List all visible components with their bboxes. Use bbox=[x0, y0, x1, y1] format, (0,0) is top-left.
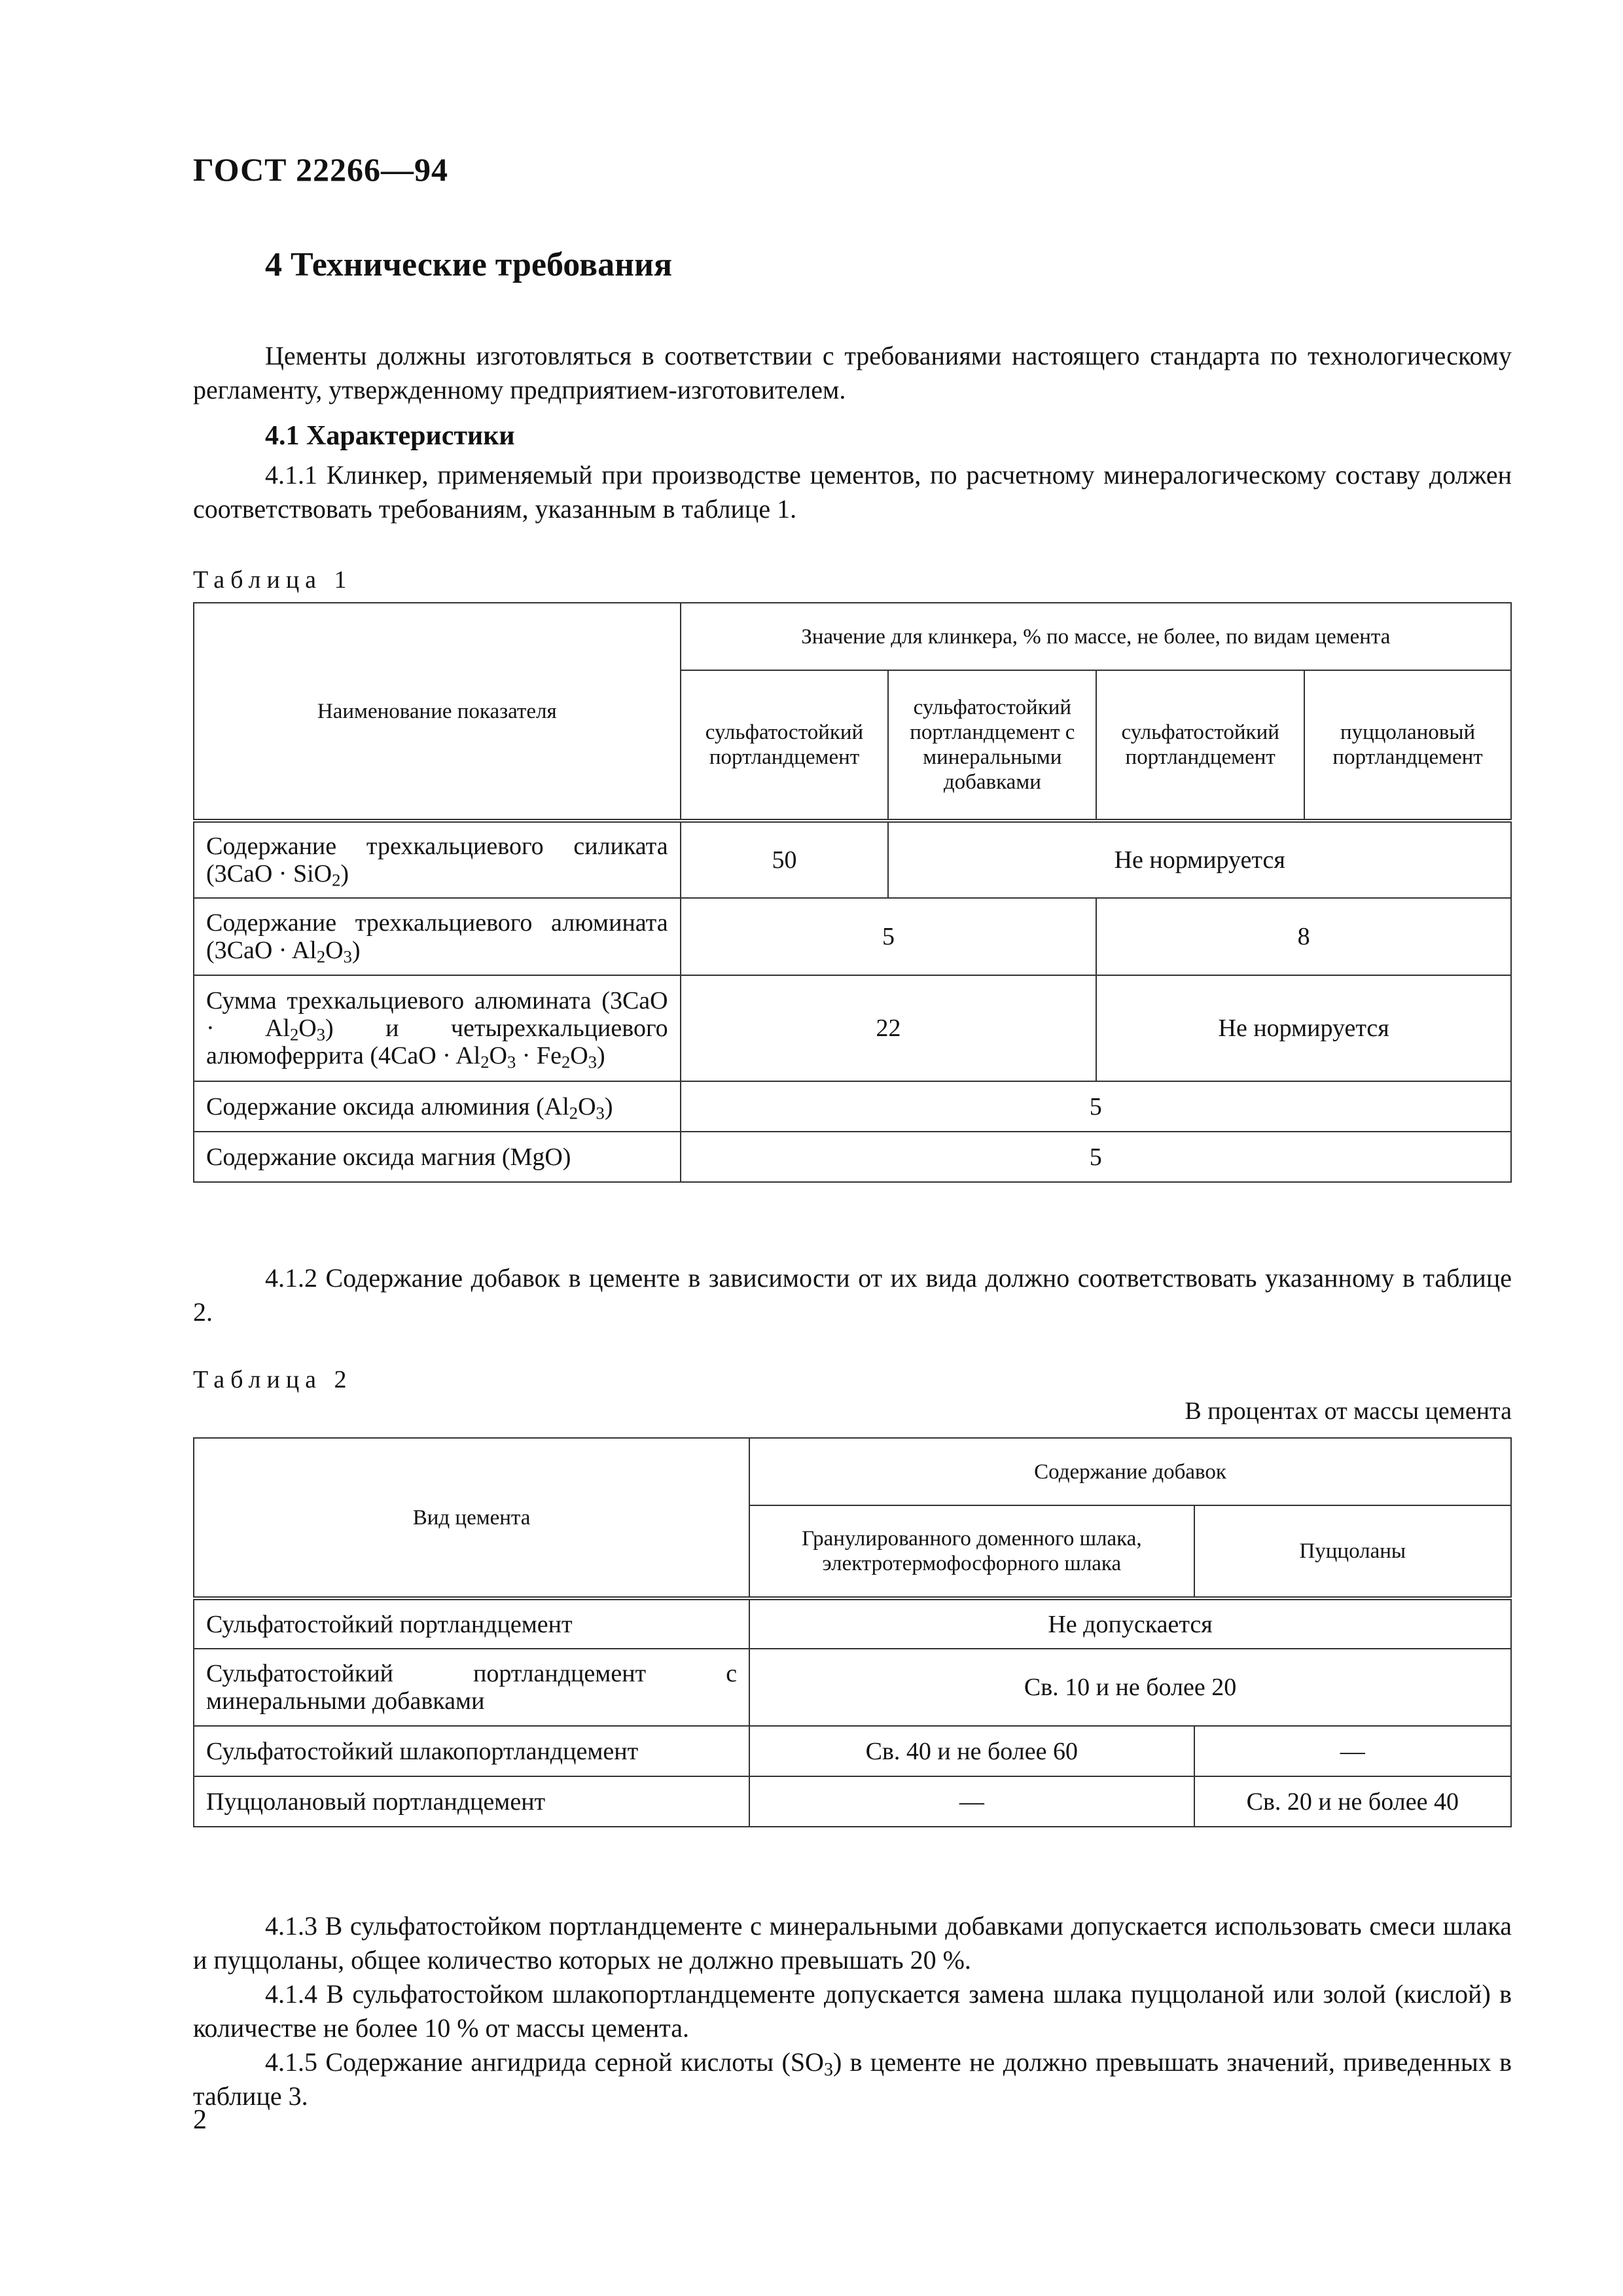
table-1-col-2: сульфатостойкий портландцемент с минеральными добавками bbox=[888, 670, 1096, 821]
row-name: Пуццолановый портландцемент bbox=[194, 1776, 749, 1827]
table-1-header-name: Наименование показателя bbox=[194, 603, 681, 821]
table-1 bbox=[193, 602, 1512, 1183]
row-value: 5 bbox=[681, 898, 1097, 975]
row-value: 5 bbox=[681, 1132, 1511, 1182]
paragraph-4-1-3: 4.1.3 В сульфатостойком портландцементе с минеральными добавками допускается использовать смеси шлака и пуццоланы, общее количество которых не должно превышать 20 %. bbox=[193, 1911, 1512, 1975]
page-number: 2 bbox=[193, 2105, 207, 2135]
row-value-slag: Св. 40 и не более 60 bbox=[749, 1726, 1194, 1776]
row-name-sum: Сумма трехкальциевого алюмината $(3CaO \cdot Al_2O_3)$ и четырехкальциевого алюмоферрита $(4CaO \cdot Al_2O_3 \cdot Fe_2O_3)$ bbox=[194, 975, 681, 1081]
table-row bbox=[194, 821, 1511, 898]
table-row bbox=[194, 1132, 1511, 1182]
row-name-al2o3: Содержание оксида алюминия $(Al_2O_3)$ bbox=[194, 1081, 681, 1132]
table-row bbox=[194, 1081, 1511, 1132]
table-row bbox=[194, 898, 1511, 975]
table-2-unit-note: В процентах от массы цемента bbox=[1185, 1397, 1512, 1425]
document-code: ГОСТ 22266—94 bbox=[193, 151, 449, 188]
table-row bbox=[194, 1726, 1511, 1776]
row-value: 50 bbox=[681, 821, 889, 898]
table-1-label: Таблица 1 bbox=[193, 566, 353, 594]
table-row bbox=[194, 1598, 1511, 1649]
row-name: Сульфатостойкий шлакопортландцемент bbox=[194, 1726, 749, 1776]
table-1-header-group: Значение для клинкера, % по массе, не более, по видам цемента bbox=[681, 603, 1511, 670]
table-row bbox=[194, 1649, 1511, 1726]
table-2-col-slag: Гранулированного доменного шлака, электротермофосфорного шлака bbox=[749, 1505, 1194, 1598]
subsection-heading: 4.1 Характеристики bbox=[265, 421, 515, 451]
table-2-col-pozzolana: Пуццоланы bbox=[1194, 1505, 1511, 1598]
section-title: 4 Технические требования bbox=[265, 246, 673, 283]
table-2-label: Таблица 2 bbox=[193, 1366, 353, 1393]
document-page bbox=[193, 151, 1512, 2113]
row-value: 5 bbox=[681, 1081, 1511, 1132]
row-name-c3s: Содержание трехкальциевого силиката (3CaO · SiO$_2$) bbox=[194, 821, 681, 898]
table-row bbox=[194, 1776, 1511, 1827]
row-value: Не нормируется bbox=[1096, 975, 1511, 1081]
table-2 bbox=[193, 1437, 1512, 1827]
table-1-col-1: сульфатостойкий портландцемент bbox=[681, 670, 889, 821]
row-name: Сульфатостойкий портландцемент с минеральными добавками bbox=[194, 1649, 749, 1726]
row-name-mgo: Содержание оксида магния (MgO) bbox=[194, 1132, 681, 1182]
row-value: Не допускается bbox=[749, 1598, 1511, 1649]
row-value: Не нормируется bbox=[888, 821, 1511, 898]
table-2-header-group: Содержание добавок bbox=[749, 1438, 1511, 1505]
paragraph-4-1-1: 4.1.1 Клинкер, применяемый при производстве цементов, по расчетному минералогическому составу должен соответствовать требованиям, указанным в таблице 1. bbox=[193, 460, 1512, 524]
row-value: 8 bbox=[1096, 898, 1511, 975]
row-value: Св. 10 и не более 20 bbox=[749, 1649, 1511, 1726]
table-2-header-name: Вид цемента bbox=[194, 1438, 749, 1598]
row-name-c3a: Содержание трехкальциевого алюмината $(3CaO \cdot Al_2O_3)$ bbox=[194, 898, 681, 975]
table-1-col-3: сульфатостойкий портландцемент bbox=[1096, 670, 1304, 821]
table-1-col-4: пуццолановый портландцемент bbox=[1304, 670, 1511, 821]
paragraph-4-1-2: 4.1.2 Содержание добавок в цементе в зависимости от их вида должно соответствовать указанному в таблице 2. bbox=[193, 1263, 1512, 1327]
row-name: Сульфатостойкий портландцемент bbox=[194, 1598, 749, 1649]
table-row bbox=[194, 975, 1511, 1081]
paragraph-4-1-5: 4.1.5 Содержание ангидрида серной кислоты $(SO_3)$ в цементе не должно превышать значений, приведенных в таблице 3. bbox=[193, 2047, 1512, 2111]
row-value: 22 bbox=[681, 975, 1097, 1081]
intro-paragraph: Цементы должны изготовляться в соответствии с требованиями настоящего стандарта по технологическому регламенту, утвержденному предприятием-изготовителем. bbox=[193, 341, 1512, 404]
row-value-pozzolana: Св. 20 и не более 40 bbox=[1194, 1776, 1511, 1827]
row-value-pozzolana: — bbox=[1194, 1726, 1511, 1776]
row-value-slag: — bbox=[749, 1776, 1194, 1827]
paragraph-4-1-4: 4.1.4 В сульфатостойком шлакопортландцементе допускается замена шлака пуццоланой или золой (кислой) в количестве не более 10 % от массы цемента. bbox=[193, 1979, 1512, 2043]
